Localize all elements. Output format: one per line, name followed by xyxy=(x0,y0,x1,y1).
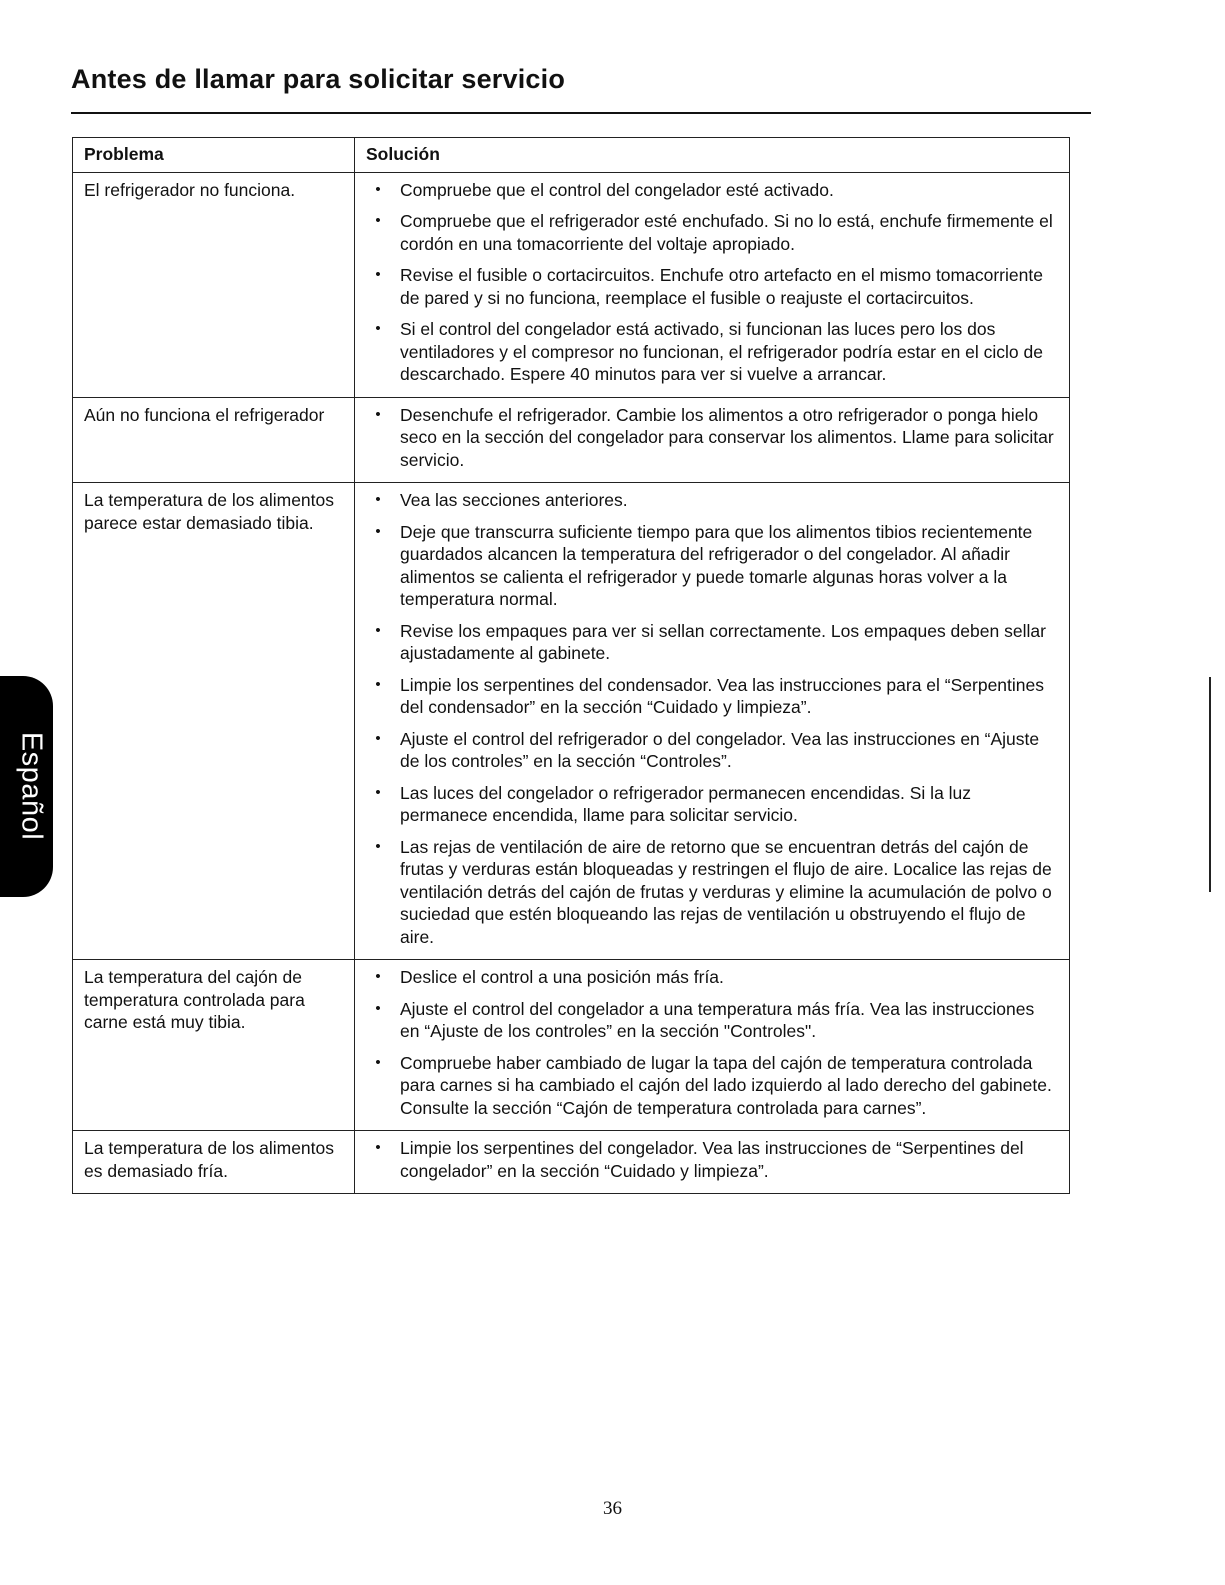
solution-item xyxy=(365,998,1055,1043)
bullet-icon: • xyxy=(375,675,381,693)
solution-text: Vea las secciones anteriores. xyxy=(400,490,628,510)
bullet-icon: • xyxy=(375,1139,381,1156)
solution-text: Compruebe que el control del congelador esté activado. xyxy=(400,179,834,200)
solution-text: Deje que transcurra suficiente tiempo para que los alimentos tibios recientemente guardados alcancen la temperatura del refrigerador o del congelador. Al añadir alimentos se calienta el refrigerador y puede tomarle algunas horas volver a la temperatura normal. xyxy=(400,521,1033,609)
solution-cell xyxy=(355,960,1070,1131)
solution-text: Revise el fusible o cortacircuitos. Enchufe otro artefacto en el mismo tomacorriente de pared y si no funciona, reemplace el fusible o reajuste el cortacircuitos. xyxy=(400,265,1043,308)
problem-cell: El refrigerador no funciona. xyxy=(73,172,355,397)
solution-text: Ajuste el control del refrigerador o del congelador. Vea las instrucciones en “Ajuste de los controles” en la sección “Controles”. xyxy=(400,728,1040,771)
solution-item xyxy=(365,489,1055,512)
solution-cell xyxy=(355,1131,1070,1194)
bullet-icon: • xyxy=(375,522,381,540)
solution-item xyxy=(365,966,1055,989)
solution-text: Si el control del congelador está activado, si funcionan las luces pero los dos ventiladores y el compresor no funcionan, el refrigerador podría estar en el ciclo de descarchado. Espere 40 minutos para ver si vuelve a arrancar. xyxy=(400,319,1043,384)
bullet-icon: • xyxy=(375,999,381,1017)
solution-item xyxy=(365,179,1055,202)
solution-item xyxy=(365,404,1055,472)
problem-cell: La temperatura del cajón de temperatura controlada para carne está muy tibia. xyxy=(73,960,355,1131)
bullet-icon: • xyxy=(375,729,381,747)
solution-item xyxy=(365,264,1055,309)
solution-item xyxy=(365,1137,1055,1182)
table-row xyxy=(73,1131,1070,1194)
troubleshooting-table xyxy=(72,137,1070,1194)
edge-mark xyxy=(1209,677,1211,892)
bullet-icon: • xyxy=(375,783,381,801)
solution-text: Compruebe haber cambiado de lugar la tapa del cajón de temperatura controlada para carnes si ha cambiado el cajón del lado izquierdo al lado derecho del gabinete. Consulte la sección “Cajón de temperatura controlada para carnes”. xyxy=(400,1052,1052,1118)
solution-text: Compruebe que el refrigerador esté enchufado. Si no lo está, enchufe firmemente el cordón en una tomacorriente del voltaje apropiado. xyxy=(400,211,1053,254)
solution-item xyxy=(365,1052,1055,1120)
table-row xyxy=(73,397,1070,483)
page-title: Antes de llamar para solicitar servicio xyxy=(71,64,566,94)
table-row xyxy=(73,172,1070,397)
page-number: 36 xyxy=(603,1498,622,1519)
solution-text: Desenchufe el refrigerador. Cambie los alimentos a otro refrigerador o ponga hielo seco en la sección del congelador para conservar los alimentos. Llame para solicitar servicio. xyxy=(400,404,1054,470)
solution-text: Deslice el control a una posición más fría. xyxy=(400,967,724,987)
bullet-icon: • xyxy=(375,621,381,639)
bullet-icon: • xyxy=(375,491,381,508)
solution-item xyxy=(365,210,1055,255)
solution-item xyxy=(365,318,1055,386)
solution-list xyxy=(365,179,1055,386)
table-body xyxy=(73,172,1070,1194)
bullet-icon: • xyxy=(375,212,381,229)
table-row xyxy=(73,483,1070,960)
solution-list xyxy=(365,404,1055,472)
solution-item xyxy=(365,620,1055,665)
solution-text: Ajuste el control del congelador a una temperatura más fría. Vea las instrucciones en “Ajuste de los controles” en la sección "Controles". xyxy=(400,998,1035,1041)
solution-cell xyxy=(355,172,1070,397)
solution-list xyxy=(365,1137,1055,1182)
table-header-row xyxy=(73,138,1070,173)
bullet-icon: • xyxy=(375,180,381,198)
bullet-icon: • xyxy=(375,1053,381,1071)
problem-cell: La temperatura de los alimentos es demasiado fría. xyxy=(73,1131,355,1194)
solution-cell xyxy=(355,397,1070,483)
solution-text: Revise los empaques para ver si sellan correctamente. Los empaques deben sellar ajustadamente al gabinete. xyxy=(400,620,1046,663)
solution-item xyxy=(365,728,1055,773)
solution-text: Las rejas de ventilación de aire de retorno que se encuentran detrás del cajón de frutas y verduras están bloqueadas y restringen el flujo de aire. Localice las rejas de ventilación detrás del cajón de frutas y verduras y elimine la acumulación de polvo o suciedad que estén bloqueando las rejas de ventilación u obstruyendo el flujo de aire. xyxy=(400,836,1052,947)
solution-item xyxy=(365,782,1055,827)
table-row xyxy=(73,960,1070,1131)
bullet-icon: • xyxy=(375,968,381,985)
bullet-icon: • xyxy=(375,320,381,337)
bullet-icon: • xyxy=(375,837,381,855)
solution-list xyxy=(365,966,1055,1119)
title-divider xyxy=(71,112,1091,114)
problem-cell: Aún no funciona el refrigerador xyxy=(73,397,355,483)
solution-cell xyxy=(355,483,1070,960)
bullet-icon: • xyxy=(375,266,381,283)
solution-text: Limpie los serpentines del condensador. Vea las instrucciones para el “Serpentines del condensador” en la sección “Cuidado y limpieza”. xyxy=(400,674,1044,717)
language-side-tab-label: Español xyxy=(15,731,48,841)
solution-text: Las luces del congelador o refrigerador permanecen encendidas. Si la luz permanece encendida, llame para solicitar servicio. xyxy=(400,782,972,825)
solution-item xyxy=(365,836,1055,949)
header-problem: Problema xyxy=(73,138,355,173)
bullet-icon: • xyxy=(375,405,381,423)
solution-item xyxy=(365,521,1055,611)
problem-cell: La temperatura de los alimentos parece estar demasiado tibia. xyxy=(73,483,355,960)
solution-list xyxy=(365,489,1055,948)
solution-item xyxy=(365,674,1055,719)
solution-text: Limpie los serpentines del congelador. Vea las instrucciones de “Serpentines del congelador” en la sección “Cuidado y limpieza”. xyxy=(400,1138,1024,1181)
header-solution: Solución xyxy=(355,138,1070,173)
